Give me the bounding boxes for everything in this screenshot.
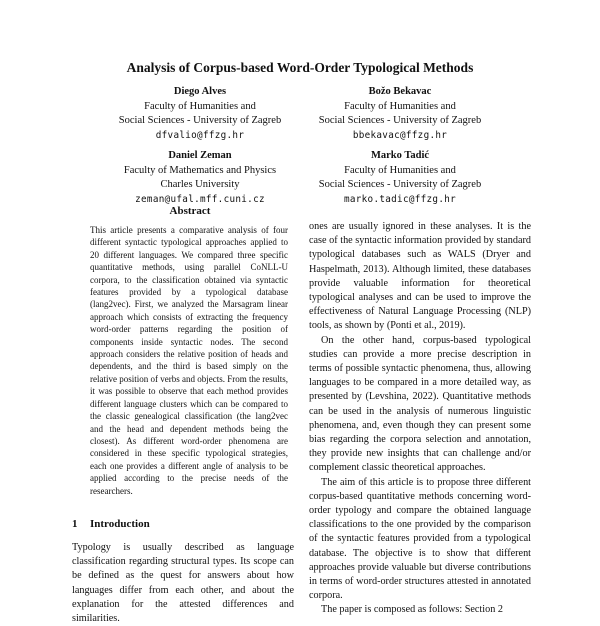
author-name: Diego Alves bbox=[173, 86, 227, 97]
paragraph: ones are usually ignored in these analyses. It is the case of the syntactic information provided by standard typological databases such as WALS (Dryer and Haspelmath, 2013). Although limited, these databases provide valuable information for theoretical typological analyses and can be used to improve the effectiveness of Natural Language Processing (NLP) tools, as shown by (Ponti et al., 2019). bbox=[309, 221, 531, 332]
author-affiliation: Social Sciences - University of Zagreb bbox=[318, 115, 482, 126]
abstract-heading: Abstract bbox=[169, 205, 211, 217]
paragraph: The aim of this article is to propose three different corpus-based quantitative methods concerning word-order typology and compare the obtained language classifications to the one provided by the comparison of the syntactic features provided from a typological database. The objective is to show that different approaches provide valuable but diverse contributions in terms of word-order structures attested in annotated corpora. bbox=[309, 476, 531, 602]
author-email[interactable]: marko.tadic@ffzg.hr bbox=[343, 193, 457, 205]
author-affiliation: Social Sciences - University of Zagreb bbox=[318, 179, 482, 190]
author-email[interactable]: bbekavac@ffzg.hr bbox=[352, 129, 448, 141]
author-block bbox=[100, 85, 300, 143]
author-name: Marko Tadić bbox=[370, 150, 430, 161]
author-affiliation: Faculty of Mathematics and Physics bbox=[123, 164, 277, 176]
abstract-text: This article presents a comparative analysis of four different syntactic typological approaches applied to 20 different languages. We compared three specific quantitative methods, using parallel CoNLL-U corpora, to the classification obtained via syntactic features provided by a typological database (lang2vec). First, we analyzed the Marsagram linear approach which consists of extracting the frequency word-order patterns regarding the position of components inside syntactic nodes. The second approach considers the relative position of heads and dependents, and the third is based simply on the relative position of verbs and objects. From the results, it was possible to observe that each method provides different language clusters which can be compared to the classic genealogical classification (the lang2vec and the head and dependent methods being the closest). As different word-order phenomena are considered in these specific typological strategies, each one provides a different angle of analysis to be applied according to the precise needs of the researchers. bbox=[90, 225, 288, 496]
section-title: Introduction bbox=[90, 518, 150, 530]
paragraph: The paper is composed as follows: Section 2 bbox=[321, 604, 503, 616]
author-block bbox=[100, 149, 300, 207]
section-number: 1 bbox=[72, 518, 78, 530]
author-email[interactable]: zeman@ufal.mff.cuni.cz bbox=[135, 193, 265, 205]
section-heading bbox=[72, 518, 302, 530]
author-email[interactable]: dfvalio@ffzg.hr bbox=[155, 129, 245, 141]
introduction-text: Typology is usually described as language classification regarding structural types. Its scope can be defined as the quest for answers about how languages differ from each other, and about the explanation for the attested differences and similarities. bbox=[72, 542, 294, 625]
paragraph: On the other hand, corpus-based typological studies can provide a more precise description in terms of possible syntactic phenomena, thus, allowing languages to be compared in a more detailed way, as presented by (Levshina, 2022). Quantitative methods can be used in the analysis of numerous linguistic phenomena, and, even though they can present some bias regarding the corpora selection and annotation, they provide new insights that can challenge and/or complement classic theoretical approaches. bbox=[309, 334, 531, 474]
author-affiliation: Social Sciences - University of Zagreb bbox=[118, 115, 282, 126]
author-name: Božo Bekavac bbox=[368, 86, 432, 97]
paper-title: Analysis of Corpus-based Word-Order Typological Methods bbox=[126, 60, 474, 75]
right-column bbox=[309, 220, 531, 618]
author-affiliation: Faculty of Humanities and bbox=[344, 164, 456, 176]
author-affiliation: Faculty of Humanities and bbox=[344, 100, 456, 112]
author-block bbox=[300, 85, 500, 143]
author-block bbox=[300, 149, 500, 207]
author-affiliation: Charles University bbox=[160, 179, 240, 190]
author-name: Daniel Zeman bbox=[168, 150, 232, 161]
author-affiliation: Faculty of Humanities and bbox=[144, 100, 256, 112]
